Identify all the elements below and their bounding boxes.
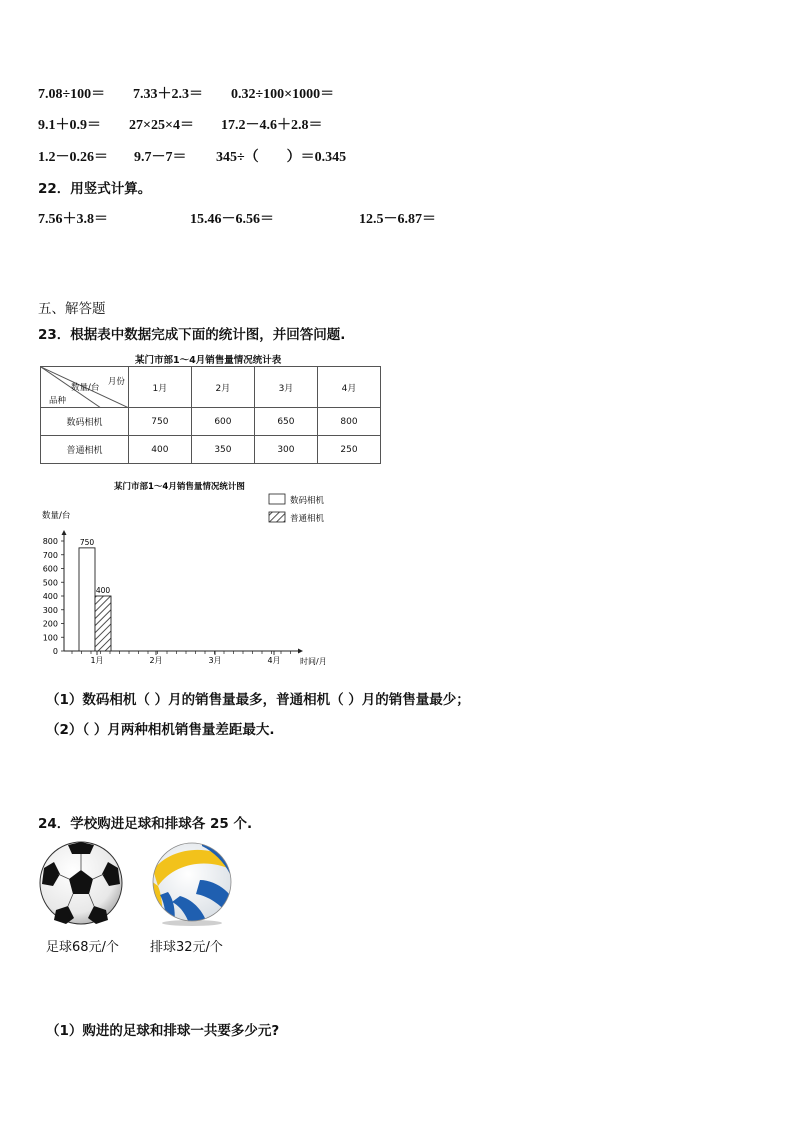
x-axis-arrow [298, 649, 303, 654]
y-tick-label: 0 [52, 647, 58, 656]
calc-item: 0.32÷100×1000＝ [231, 87, 335, 102]
bar [79, 548, 95, 651]
calc-item: 17.2－4.6＋2.8＝ [221, 118, 323, 133]
table-cell: 600 [191, 408, 254, 436]
x-axis-label: 时间/月 [300, 657, 327, 666]
question-23-1: （1）数码相机（ ）月的销售量最多，普通相机（ ）月的销售量最少； [46, 692, 470, 708]
calc-item: 345÷（ ）＝0.345 [216, 150, 347, 165]
table-header-month: 3月 [254, 367, 317, 408]
sales-table [40, 366, 381, 464]
legend-label: 数码相机 [290, 496, 325, 506]
table-row-label: 普通相机 [41, 436, 129, 464]
y-tick-label: 600 [42, 564, 58, 574]
chart-bars [79, 538, 111, 651]
table-cell: 400 [128, 436, 191, 464]
question-24-title: 24．学校购进足球和排球各 25 个. [38, 816, 253, 832]
calc-item: 9.7－7＝ [134, 150, 187, 165]
calc-item: 7.08÷100＝ [38, 87, 106, 102]
table-header-month: 2月 [191, 367, 254, 408]
corner-label-type: 品种 [49, 396, 67, 406]
y-tick-label: 700 [42, 550, 58, 560]
table-row-label: 数码相机 [41, 408, 129, 436]
table-header-month: 4月 [317, 367, 380, 408]
calc-item: 1.2－0.26＝ [38, 150, 108, 165]
x-tick-label: 3月 [208, 656, 222, 665]
y-axis-label: 数量/台 [42, 511, 71, 521]
table-cell: 750 [128, 408, 191, 436]
table-header-month: 1月 [128, 367, 191, 408]
table-cell: 800 [317, 408, 380, 436]
table-row [41, 408, 381, 436]
volleyball-caption: 排球32元/个 [150, 940, 223, 955]
y-axis-arrow [62, 530, 67, 535]
vertical-calc-item: 12.5－6.87＝ [359, 212, 436, 227]
y-tick-label: 200 [42, 619, 58, 629]
chart-title: 某门市部1～4月销售量情况统计图 [114, 482, 245, 492]
question-23-2: （2）（ ）月两种相机销售量差距最大. [46, 722, 275, 738]
section-title: 五、解答题 [38, 301, 106, 317]
x-tick-label: 4月 [267, 656, 281, 665]
y-tick-label: 300 [42, 605, 58, 615]
bar-value-label: 400 [95, 586, 111, 595]
y-tick-label: 500 [42, 578, 58, 588]
bar-value-label: 750 [79, 537, 95, 547]
y-tick-label: 100 [42, 633, 58, 643]
legend-label: 普通相机 [290, 514, 325, 524]
y-tick-label: 800 [42, 537, 58, 546]
table-cell: 650 [254, 408, 317, 436]
calc-item: 7.33＋2.3＝ [133, 87, 203, 102]
table-cell: 300 [254, 436, 317, 464]
corner-label-quantity: 数量/台 [71, 383, 100, 393]
table-cell: 250 [317, 436, 380, 464]
football-caption: 足球68元/个 [46, 940, 119, 955]
x-tick-label: 1月 [90, 656, 104, 665]
table-title: 某门市部1～4月销售量情况统计表 [135, 355, 282, 366]
legend-swatch-ordinary [269, 512, 285, 522]
table-row [41, 436, 381, 464]
vertical-calc-item: 15.46－6.56＝ [190, 212, 274, 227]
question-23-title: 23．根据表中数据完成下面的统计图，并回答问题. [38, 327, 346, 343]
question-22-title: 22．用竖式计算。 [38, 181, 152, 197]
x-tick-label: 2月 [149, 656, 163, 665]
soccer-ball-icon [38, 840, 124, 926]
corner-label-month: 月份 [107, 377, 125, 387]
legend-swatch-digital [269, 494, 285, 504]
y-tick-label: 400 [42, 592, 58, 601]
calc-item: 27×25×4＝ [129, 118, 194, 133]
question-24-1: （1）购进的足球和排球一共要多少元? [46, 1023, 280, 1039]
table-cell: 350 [191, 436, 254, 464]
bar [95, 596, 111, 651]
calc-item: 9.1＋0.9＝ [38, 118, 101, 133]
volleyball-icon [150, 840, 234, 926]
sales-bar-chart [30, 478, 360, 670]
vertical-calc-item: 7.56＋3.8＝ [38, 212, 108, 227]
table-corner-cell [41, 367, 129, 408]
